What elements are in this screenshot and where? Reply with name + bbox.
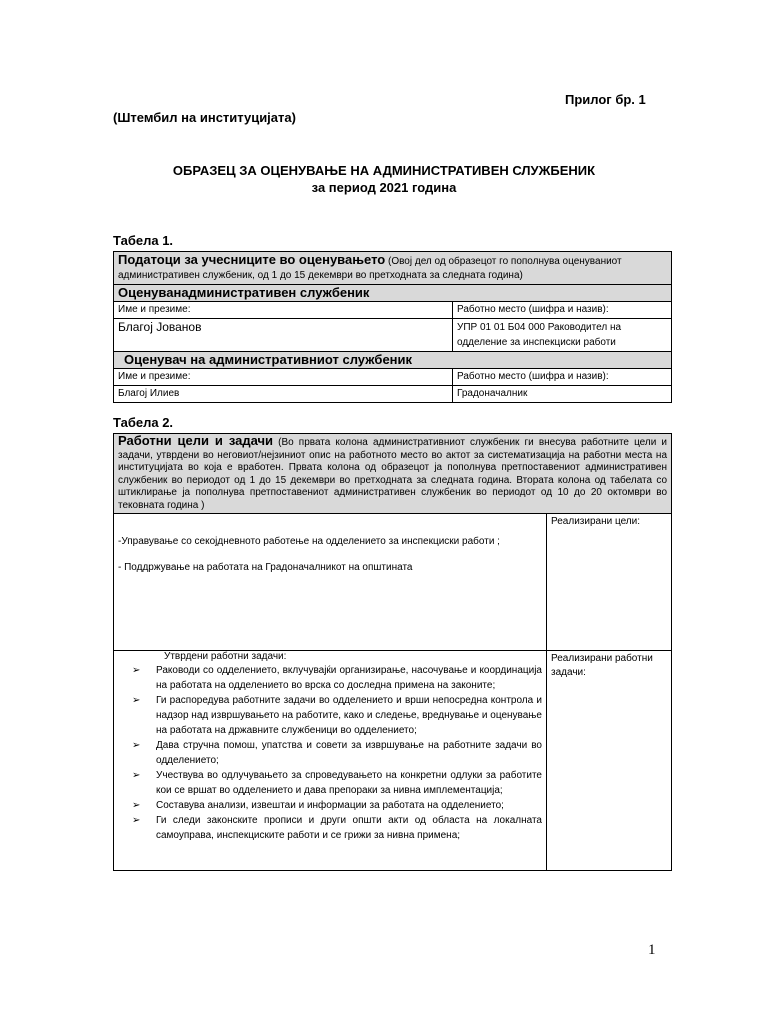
annex-label: Прилог бр. 1	[565, 92, 646, 107]
goals-note: (Во првата колона административниот службеник ги внесува работните цели и задачи, утврдени во неговиот/нејзиниот опис на работното место во актот за систематизација на работни места на институцијата во која е вработен. Првата колона од образецот ја пополнува претпоставениот административен службеник во периодот од 1 до 15 декември во претходната за следната година. Втората колона од табелата со штиклирање ја пополнува претпоставениот административен службеник во периодот од 10 до 20 октомври во тековната година )	[118, 437, 668, 511]
task-item: ➢ Ги распоредува работните задачи во одделението и врши непосредна контрола и надзор над извршувањето на работите, како и следење, вреднување и оценување на работата на државните службеници во одделението;	[156, 693, 542, 738]
realized-tasks-label: Реализирани работни задачи:	[551, 653, 653, 678]
task-item: ➢ Ги следи законските прописи и други општи акти од областа на локалната самоуправа, инспекциските работи и се грижи за нивна примена;	[156, 813, 542, 843]
participants-note: (Овој дел од образецот го пополнува оценуваниот административен службеник, од 1 до 15 декември во претходната за следната година)	[118, 256, 622, 281]
evaluator-position-label: Работно место (шифра и назив):	[453, 369, 672, 386]
evaluated-position-label: Работно место (шифра и назив):	[453, 302, 672, 319]
task-item: ➢ Составува анализи, извештаи и информации за работата на одделението;	[156, 798, 542, 813]
realized-tasks-cell	[547, 651, 672, 871]
task-item: ➢ Раководи со одделението, вклучувајќи организирање, насочување и координација на работата на одделението во врска со доследна примена на законите;	[156, 663, 542, 693]
tasks-list	[118, 663, 542, 843]
evaluator-section-title: Оценувач на административниот службеник	[114, 352, 672, 369]
evaluated-section-title: Оценуванадминистративен службеник	[114, 285, 672, 302]
evaluated-name-value: Благој Јованов	[114, 319, 453, 352]
task-item: ➢ Учествува во одлучувањето за спроведувањето на конкретни одлуки за работите кои се вршат во одделението и дава препораки за нивна имплементација;	[156, 768, 542, 798]
evaluated-position-value: УПР 01 01 Б04 000 Раководител на одделение за инспекциски работи	[453, 319, 672, 352]
evaluator-name-label: Име и презиме:	[114, 369, 453, 386]
goal-item: -Управување со секојдневното работење на одделението за инспекциски работи ;	[118, 536, 500, 547]
goals-heading-cell	[114, 434, 672, 514]
participants-table	[113, 251, 672, 403]
institution-stamp-label: (Штембил на институцијата)	[113, 110, 296, 125]
goals-cell	[114, 514, 547, 651]
tasks-cell	[114, 651, 547, 871]
goals-tasks-table	[113, 433, 672, 871]
realized-goals-cell	[547, 514, 672, 651]
evaluated-name-label: Име и презиме:	[114, 302, 453, 319]
document-title: ОБРАЗЕЦ ЗА ОЦЕНУВАЊЕ НА АДМИНИСТРАТИВЕН СЛУЖБЕНИК	[172, 163, 596, 178]
participants-heading-row	[114, 252, 672, 285]
participants-heading-cell	[114, 252, 672, 285]
goals-heading: Работни цели и задачи	[118, 433, 274, 448]
page-number: 1	[648, 942, 656, 958]
realized-goals-label: Реализирани цели:	[551, 516, 640, 527]
document-period: за период 2021 година	[311, 180, 457, 195]
goal-item: - Поддржување на работата на Градоначалникот на општината	[118, 562, 413, 573]
evaluator-name-value: Благој Илиев	[114, 386, 453, 403]
tasks-label: Утврдени работни задачи:	[164, 651, 287, 662]
evaluator-position-value: Градоначалник	[453, 386, 672, 403]
task-item: ➢ Дава стручна помош, упатства и совети за извршување на работните задачи во одделението;	[156, 738, 542, 768]
participants-heading: Податоци за учесниците во оценувањето	[118, 252, 386, 267]
table2-label: Табела 2.	[113, 415, 174, 430]
table1-label: Табела 1.	[113, 233, 174, 248]
